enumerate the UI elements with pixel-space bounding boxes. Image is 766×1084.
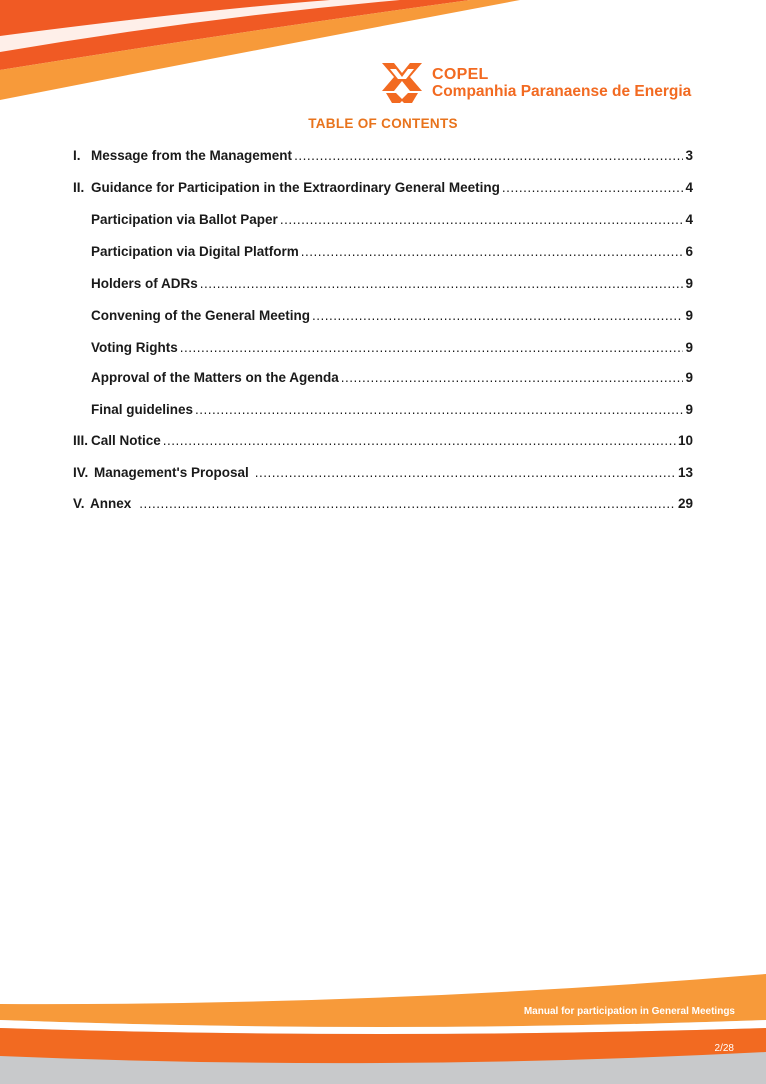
- toc-entry-page: 4: [685, 180, 693, 195]
- toc-leader-dots: [200, 274, 684, 294]
- toc-entry-label: Convening of the General Meeting: [91, 308, 311, 323]
- toc-entry-label: Voting Rights: [91, 340, 178, 355]
- company-full-name: Companhia Paranaense de Energia: [432, 83, 692, 100]
- toc-entry[interactable]: [73, 146, 693, 166]
- footer-title: Manual for participation in General Meetings: [523, 1006, 735, 1017]
- toc-entry[interactable]: [91, 306, 693, 326]
- toc-entry[interactable]: [91, 274, 693, 294]
- page-number: 2/28: [714, 1043, 734, 1054]
- toc-entry[interactable]: [91, 210, 693, 230]
- toc-entry[interactable]: [91, 400, 693, 420]
- toc-entry-number: III.: [73, 433, 89, 448]
- toc-leader-dots: [294, 146, 683, 166]
- toc-leader-dots: [139, 494, 676, 514]
- toc-entry-page: 9: [685, 370, 693, 385]
- copel-logo-icon: [380, 61, 424, 105]
- toc-leader-dots: [502, 178, 684, 198]
- toc-leader-dots: [195, 400, 683, 420]
- toc-leader-dots: [301, 242, 684, 262]
- toc-entry-page: 10: [677, 433, 693, 448]
- toc-entry-number: V.: [73, 496, 85, 511]
- toc-entry-label: Management's Proposal: [94, 465, 249, 480]
- toc-leader-dots: [312, 306, 683, 326]
- toc-entry-page: 9: [685, 276, 693, 291]
- toc-entry[interactable]: [73, 178, 693, 198]
- toc-leader-dots: [255, 463, 676, 483]
- toc-entry-page: 29: [677, 496, 693, 511]
- toc-entry-page: 13: [677, 465, 693, 480]
- toc-entry-page: 9: [685, 402, 693, 417]
- footer-swoosh: [0, 960, 766, 1084]
- toc-leader-dots: [163, 431, 676, 451]
- toc-entry[interactable]: [91, 368, 693, 388]
- toc-entry-page: 3: [685, 148, 693, 163]
- toc-entry-label: Annex: [90, 496, 132, 511]
- toc-entry-label: Guidance for Participation in the Extraordinary General Meeting: [91, 180, 500, 195]
- toc-leader-dots: [280, 210, 684, 230]
- company-name: COPEL: [432, 66, 489, 83]
- toc-entry-page: 4: [685, 212, 693, 227]
- toc-entry-number: IV.: [73, 465, 89, 480]
- toc-entry-label: Holders of ADRs: [91, 276, 198, 291]
- toc-entry-label: Approval of the Matters on the Agenda: [91, 370, 339, 385]
- toc-leader-dots: [180, 338, 684, 358]
- toc-leader-dots: [341, 368, 684, 388]
- toc-entry-page: 9: [685, 308, 693, 323]
- toc-entry[interactable]: [73, 431, 693, 451]
- toc-entry-label: Participation via Digital Platform: [91, 244, 299, 259]
- toc-entry-label: Call Notice: [91, 433, 161, 448]
- toc-entry[interactable]: [91, 242, 693, 262]
- toc-entry-number: II.: [73, 180, 85, 195]
- toc-entry[interactable]: [73, 494, 693, 514]
- toc-entry-label: Final guidelines: [91, 402, 194, 417]
- toc-entry-page: 9: [685, 340, 693, 355]
- toc-title: TABLE OF CONTENTS: [308, 116, 458, 131]
- toc-entry-page: 6: [685, 244, 693, 259]
- toc-entry[interactable]: [73, 463, 693, 483]
- toc-entry[interactable]: [91, 338, 693, 358]
- toc-entry-label: Participation via Ballot Paper: [91, 212, 278, 227]
- toc-entry-label: Message from the Management: [91, 148, 293, 163]
- toc-entry-number: I.: [73, 148, 81, 163]
- copel-logo: [380, 60, 692, 106]
